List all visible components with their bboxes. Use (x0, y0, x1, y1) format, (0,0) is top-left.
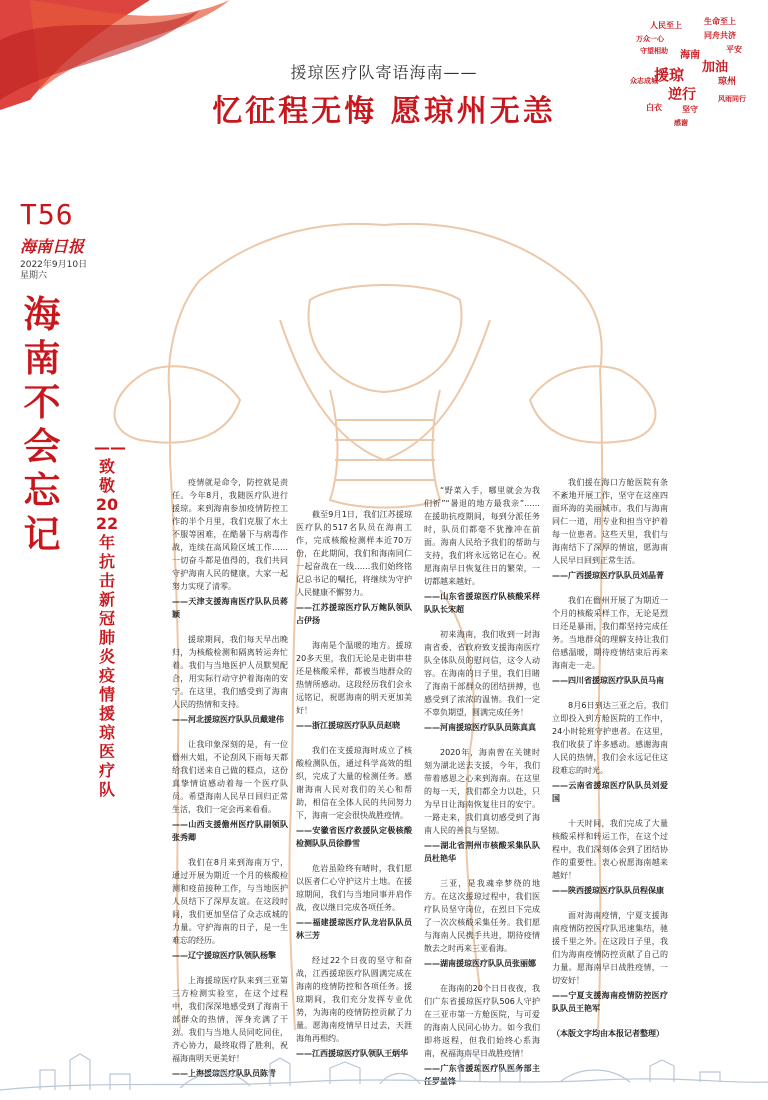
message-article (552, 909, 668, 1015)
message-text: 我们援在海口方舱医院有条不紊地开展工作，坚守在这座四面环海的美丽城市。我们与海南同仁一道，用专业和担当守护着每一位患者。这些天里，我们与海南结下了深厚的情谊，愿海南人民早日回到正常生活。 (552, 478, 668, 565)
message-article (296, 639, 412, 732)
page-number: T56 (20, 198, 74, 231)
message-text: 8月6日到达三亚之后，我们立即投入到方舱医院的工作中，24小时轮班守护患者。在这里，我们收获了许多感动。感谢海南人民的热情，我们会永远记住这段难忘的时光。 (552, 701, 668, 775)
page-headline: 忆征程无悔 愿琼州无恙 (212, 94, 556, 129)
feature-title-char: 南 (23, 336, 61, 380)
message-article (296, 862, 412, 942)
city-skyline-illustration (0, 1040, 768, 1097)
message-article (172, 633, 288, 726)
message-text: “野菜入手，哪里就会为我们祈”“暑退的地方最我亲”……在援助抗疫期间，每到分派任务时，队员们都毫不犹豫冲在前面。海南人民给予我们的帮助与支持，我们将永远铭记在心。祝愿海南早日恢复往日的繁荣，一切都越来越好。 (424, 486, 540, 586)
message-byline: ——浙江援琼医疗队队员赵晓 (296, 721, 400, 730)
message-text: 上海援琼医疗队来到三亚第三方检测实验室，在这个过程中，我们深深地感受到了海南干部群众的热情，浑身充满了干劲。我们与当地人员同吃同住，齐心协力，最终取得了胜利，祝福海南明天更美好！ (172, 976, 288, 1063)
message-byline: ——安徽省医疗救援队定极核酸检测队队员徐静雪 (296, 826, 412, 848)
message-byline: ——河南援琼医疗队队员陈真真 (424, 723, 536, 732)
word-cloud-term: 平安 (726, 45, 742, 54)
word-cloud-term: 人民至上 (650, 21, 682, 30)
message-text: 援琼期间，我们每天早出晚归，为核酸检测和隔离转运奔忙着。我们与当地医护人员默契配合，用实际行动守护着海南的安宁。在这里，我们感受到了海南人民的热情和支持。 (172, 635, 288, 709)
editor-note (552, 1027, 668, 1040)
word-cloud-term: 众志成城 (630, 77, 658, 85)
message-article (424, 746, 540, 865)
word-cloud-term: 风雨同行 (718, 95, 746, 103)
article-column (172, 476, 288, 1092)
feature-subtitle: ——致敬2022年抗击新冠肺炎疫情援琼医疗队 (94, 438, 126, 799)
article-column (296, 508, 412, 1072)
message-byline: ——四川省援琼医疗队队员马南 (552, 676, 664, 685)
message-article (552, 699, 668, 805)
message-byline: ——宁夏支援海南疫情防控医疗队队员王艳军 (552, 991, 668, 1013)
message-byline: ——江西援琼医疗队领队王炳华 (296, 1049, 408, 1058)
message-byline: ——天津支援海南医疗队队员蒋颖 (172, 597, 288, 619)
feature-title-char: 忘 (23, 468, 61, 512)
word-cloud-term: 援琼 (654, 66, 685, 84)
message-article (172, 476, 288, 621)
message-byline: ——山西支援儋州医疗队副领队张秀卿 (172, 820, 288, 842)
headline-kicker: 援琼医疗队寄语海南—— (290, 63, 478, 82)
word-cloud-term: 琼州 (718, 77, 737, 87)
message-article (424, 877, 540, 970)
message-article (172, 856, 288, 962)
message-article (424, 484, 540, 616)
message-byline: ——上海援琼医疗队队员陈青 (172, 1069, 276, 1078)
message-byline: ——河北援琼医疗队队员戴建伟 (172, 715, 284, 724)
message-byline: ——山东省援琼医疗队核酸采样队队长宋超 (424, 592, 540, 614)
message-text: 三亚，是我魂牵梦绕的地方。在这次援琼过程中，我们医疗队员坚守岗位，在烈日下完成了一次次核酸采集任务。我们愿与海南人民携手共进，期待疫情散去之时再来三亚看海。 (424, 879, 540, 953)
message-text: 我们在支援琼海时成立了核酸检测队伍，通过科学高效的组织，完成了大量的检测任务。感谢海南人民对我们的关心和帮助，相信在全体人民的共同努力下，海南一定会很快战胜疫情。 (296, 746, 412, 820)
message-article (552, 594, 668, 687)
publication-date: 2022年9月10日 (20, 260, 88, 270)
word-cloud-term: 生命至上 (704, 17, 736, 26)
word-cloud-term: 同舟共济 (704, 31, 736, 40)
message-text: 我们在儋州开展了为期近一个月的核酸采样工作，无论是烈日还是暴雨，我们都坚持完成任务。当地群众的理解支持让我们倍感温暖，期待疫情结束后再来海南走一走。 (552, 596, 668, 670)
word-cloud-term: 守望相助 (640, 47, 668, 55)
article-column (552, 476, 668, 1052)
message-text: 初来海南，我们收到一封海南省委、省政府致支援海南医疗队全体队员的慰问信，这令人动容。在海南的日子里，我们目睹了海南干部群众的团结拼搏，也感受到了浓浓的温情。我们一定不辜负期望，圆满完成任务！ (424, 630, 540, 717)
message-text: 面对海南疫情，宁夏支援海南疫情防控医疗队迅速集结，驰援千里之外。在这段日子里，我们为海南疫情防控贡献了自己的力量。愿海南早日战胜疫情，一切安好！ (552, 911, 668, 985)
word-cloud-term: 逆行 (668, 87, 696, 103)
message-article (172, 738, 288, 844)
publication-weekday: 星期六 (20, 271, 48, 281)
feature-title-char: 会 (23, 424, 61, 468)
message-text: 十天时间，我们完成了大量核酸采样和转运工作，在这个过程中，我们深刻体会到了团结协作的重要性。衷心祝愿海南越来越好！ (552, 819, 668, 880)
word-cloud-term: 海南 (680, 50, 700, 61)
newspaper-name: 海南日报 (20, 237, 85, 256)
message-text: 2020年，海南曾在关键时刻为湖北送去支援，今年，我们带着感恩之心来到海南。在这里的每一天，我们都全力以赴，只为早日让海南恢复往日的安宁。一路走来，我们真切感受到了海南人民的善良与坚韧。 (424, 748, 540, 835)
message-byline: ——湖北省荆州市核酸采集队队员杜艳华 (424, 841, 540, 863)
message-byline: ——福建援琼医疗队龙岩队队员林三芳 (296, 918, 412, 940)
message-byline: ——江苏援琼医疗队万鲍队领队占伊扬 (296, 603, 412, 625)
message-article (296, 744, 412, 850)
message-byline: ——广东省援琼医疗队医务部主任罗益锋 (424, 1064, 540, 1086)
message-byline: ——陕西援琼医疗队队员程保康 (552, 886, 664, 895)
feature-title-char: 记 (23, 512, 61, 556)
word-cloud-term: 感谢 (674, 119, 688, 127)
word-cloud-term: 坚守 (682, 105, 698, 114)
word-cloud (622, 16, 762, 146)
message-text: 让我印象深刻的是，有一位儋州大姐，不论刮风下雨每天都给我们送来自己做的糕点，这份真挚情谊感动着每一个医疗队员。希望海南人民早日回归正常生活，我们一定会再来看看。 (172, 740, 288, 814)
message-article (552, 476, 668, 582)
message-text: 在海南的20个日日夜夜，我们广东省援琼医疗队506人守护在三亚市第一方舱医院，与可爱的海南人民同心协力。如今我们即将返程，但我们始终心系海南，祝福海南早日战胜疫情！ (424, 984, 540, 1058)
message-byline: ——广西援琼医疗队队员刘晶菁 (552, 571, 664, 580)
editor-note-text: （本版文字均由本报记者整理） (552, 1029, 664, 1038)
message-text: 我们在8月来到海南万宁，通过开展为期近一个月的核酸检测和疫苗接种工作，与当地医护人员结下了深厚友谊。在这段时间，我们更加坚信了众志成城的力量。守护海南的日子，是一生难忘的经历。 (172, 858, 288, 945)
word-cloud-term: 万众一心 (636, 35, 664, 43)
message-text: 疫情就是命令，防控就是责任。今年8月，我随医疗队进行援琼。来到海南参加疫情防控工作的半个月里，我们克服了水土不服等困难，在酷暑下与病毒作战，连续在高风险区域工作……一切奋斗都是值得的，我们共同守护海南人民的健康，大家一起努力实现了清零。 (172, 478, 288, 591)
feature-title-char: 海 (23, 292, 61, 336)
message-text: 海南是个温暖的地方。援琼20多天里，我们无论是走街串巷还是核酸采样，都被当地群众的热情所感动。这段经历我们会永远铭记，祝愿海南的明天更加美好！ (296, 641, 412, 715)
message-byline: ——云南省援琼医疗队队员刘爱国 (552, 781, 668, 803)
article-column (424, 484, 540, 1100)
message-text: 截至9月1日，我们江苏援琼医疗队的517名队员在海南工作，完成核酸检测样本近70万份，在此期间，我们和海南同仁一起奋战在一线……我们始终铭记总书记的嘱托，将继续为守护人民健康不懈努力。 (296, 510, 412, 597)
message-text: 经过22个日夜的坚守和奋战，江西援琼医疗队圆满完成在海南的疫情防控和各项任务。援琼期间，我们充分发挥专业优势，为海南的疫情防控贡献了力量。愿海南疫情早日过去，天涯海角再相约。 (296, 956, 412, 1043)
message-article (424, 628, 540, 734)
message-article (552, 817, 668, 897)
word-cloud-term: 白衣 (646, 103, 662, 112)
message-article (296, 508, 412, 627)
message-byline: ——辽宁援琼医疗队领队杨擎 (172, 951, 276, 960)
feature-title-char: 不 (23, 380, 61, 424)
message-text: 危岩虽险终有晴时，我们愿以医者仁心守护这片土地。在援琼期间，我们与当地同事并肩作战，夜以继日完成各项任务。 (296, 864, 412, 912)
word-cloud-term: 加油 (702, 60, 729, 75)
message-byline: ——湖南援琼医疗队队员张丽娜 (424, 959, 536, 968)
